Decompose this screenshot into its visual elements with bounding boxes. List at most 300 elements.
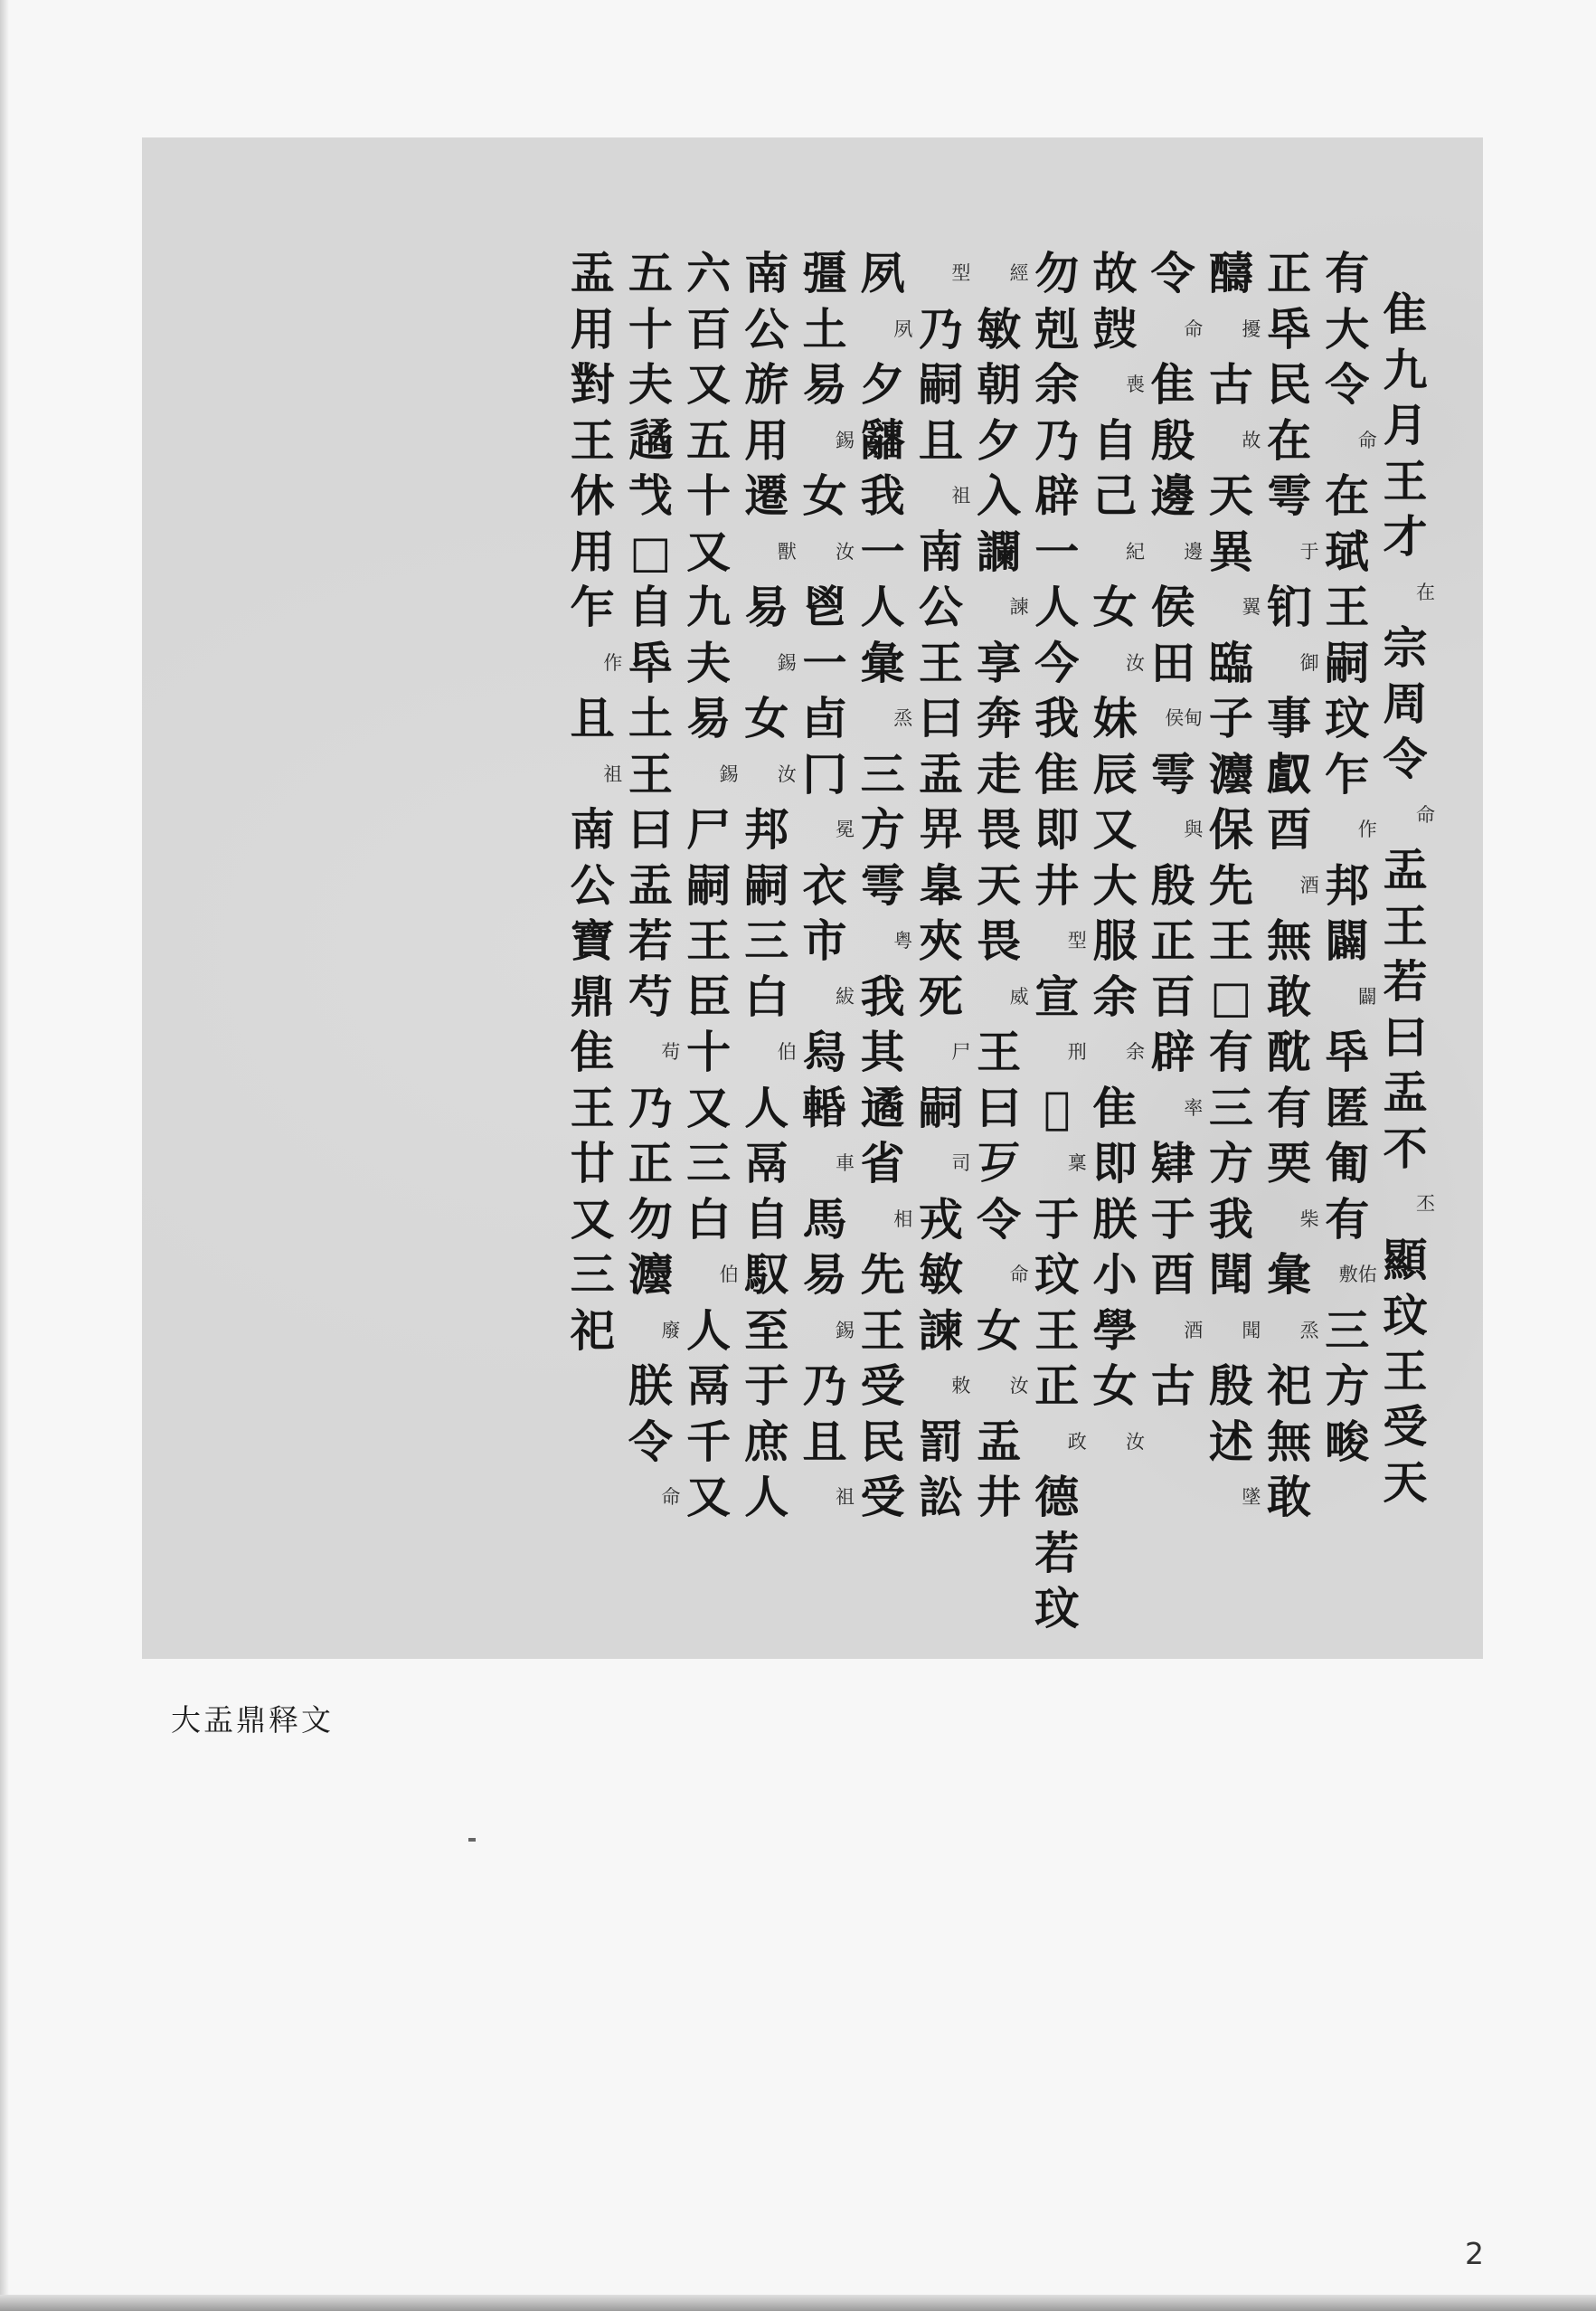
- inscription-char: 又: [686, 1081, 732, 1134]
- inscription-char: 嗣: [686, 858, 732, 912]
- inscription-char: 不: [1383, 1122, 1428, 1175]
- inscription-char: 辟: [1150, 1026, 1195, 1078]
- annotation-char: 祖: [603, 762, 623, 785]
- inscription-char: 學: [1092, 1303, 1138, 1357]
- annotation-char: 御: [1299, 651, 1319, 674]
- inscription-char: 隹: [1034, 747, 1080, 800]
- inscription-column: [966, 246, 1033, 1526]
- annotation-char: 稟: [1067, 1152, 1087, 1174]
- inscription-char: 遷: [744, 469, 789, 522]
- inscription-char: 有: [1208, 1026, 1253, 1078]
- inscription-char: 保: [1208, 803, 1253, 856]
- inscription-char: 玟: [1034, 1582, 1080, 1634]
- annotation-char: 命: [661, 1486, 681, 1508]
- annotation-char: 柴: [1299, 1208, 1319, 1230]
- annotation-char: 伯: [777, 1041, 797, 1063]
- inscription-char: 氒: [628, 636, 673, 689]
- annotation-char: 敷佑: [1338, 1264, 1377, 1285]
- inscription-column: [1256, 246, 1323, 1526]
- inscription-char: 勿: [1034, 247, 1080, 299]
- inscription-char: 芍: [628, 970, 673, 1023]
- inscription-char: 玟: [1034, 1248, 1080, 1301]
- annotation-char: 丕: [1416, 1193, 1435, 1215]
- inscription-char: 正: [1150, 914, 1195, 967]
- inscription-char: 白: [744, 970, 789, 1023]
- inscription-char: 一: [860, 525, 905, 578]
- inscription-char: 市: [802, 914, 847, 967]
- inscription-char: 𨌲: [802, 1081, 847, 1134]
- inscription-char: 敢: [1267, 970, 1312, 1023]
- inscription-char: 𪉇: [1044, 1081, 1071, 1134]
- inscription-char: 無: [1267, 1415, 1312, 1468]
- inscription-char: 旂: [744, 358, 789, 411]
- inscription-char: 聞: [1208, 1248, 1253, 1301]
- inscription-char: 人: [1034, 581, 1080, 633]
- annotation-char: 聞: [1242, 1319, 1261, 1341]
- inscription-char: 又: [686, 525, 732, 578]
- inscription-char: 大: [1092, 858, 1138, 912]
- annotation-char: 尸: [951, 1041, 971, 1063]
- annotation-char: 廢: [661, 1319, 681, 1341]
- annotation-char: 于: [1299, 540, 1319, 563]
- inscription-char: 我: [1208, 1192, 1253, 1245]
- annotation-char: 冕: [836, 819, 855, 840]
- annotation-char: 命: [1357, 429, 1377, 451]
- print-speck: [468, 1838, 476, 1842]
- inscription-char: 方: [1208, 1137, 1253, 1189]
- inscription-char: 夫: [686, 636, 732, 689]
- inscription-char: 休: [570, 469, 615, 522]
- inscription-char: 𦤎: [918, 858, 963, 912]
- inscription-char: 曰: [977, 1081, 1022, 1134]
- annotation-char: 汝: [1126, 651, 1145, 674]
- inscription-char: 王: [686, 914, 732, 967]
- inscription-char: 敏: [918, 1248, 963, 1301]
- inscription-char: 異: [1208, 525, 1253, 578]
- inscription-char: 盂: [1383, 844, 1428, 896]
- inscription-char: 嗣: [918, 358, 963, 411]
- annotation-char: 汝: [1126, 1430, 1145, 1453]
- inscription-char: 正: [1034, 1359, 1080, 1412]
- inscription-char: 匍: [1325, 1137, 1370, 1189]
- inscription-char: 井: [977, 1471, 1022, 1523]
- inscription-column: [559, 246, 626, 1359]
- inscription-column: [733, 246, 800, 1526]
- inscription-char: 寶: [570, 914, 615, 967]
- inscription-char: 王: [1383, 1344, 1428, 1397]
- inscription-char: 受: [1383, 1400, 1428, 1453]
- inscription-char: 𤕌: [860, 413, 905, 467]
- inscription-column: [675, 246, 742, 1526]
- inscription-char: 一: [1034, 525, 1080, 578]
- inscription-char: 用: [570, 302, 615, 355]
- inscription-char: 無: [1267, 914, 1312, 967]
- inscription-char: 至: [744, 1303, 789, 1357]
- annotation-char: 錫: [836, 1319, 855, 1341]
- annotation-char: 命: [1184, 317, 1204, 340]
- inscription-char: 有: [1267, 1081, 1312, 1134]
- inscription-char: 祀: [1267, 1359, 1312, 1412]
- inscription-column: [791, 246, 858, 1526]
- inscription-char: 百: [1150, 970, 1195, 1023]
- inscription-char: 盂: [628, 858, 673, 912]
- inscription-char: 隹: [1383, 288, 1428, 340]
- inscription-char: 馬: [802, 1192, 847, 1245]
- annotation-char: 邊: [1184, 540, 1204, 563]
- inscription-char: 周: [1383, 677, 1428, 730]
- inscription-char: 𠭯: [1267, 747, 1312, 800]
- inscription-char: 己: [1092, 469, 1138, 522]
- annotation-char: 烝: [893, 707, 913, 729]
- inscription-char: 乍: [1325, 747, 1370, 800]
- inscription-char: 灋: [628, 1248, 673, 1301]
- inscription-char: 有: [1325, 1192, 1370, 1245]
- inscription-char: 死: [918, 970, 963, 1023]
- inscription-char: 王: [918, 636, 963, 689]
- inscription-char: 天: [1383, 1455, 1428, 1509]
- inscription-char: 五: [686, 413, 732, 467]
- inscription-char: 人: [860, 581, 905, 633]
- inscription-char: 月: [1383, 399, 1428, 451]
- inscription-char: 女: [977, 1303, 1022, 1357]
- inscription-char: 盂: [918, 747, 963, 800]
- inscription-char: 大: [1325, 302, 1370, 355]
- inscription-char: 曰: [918, 692, 963, 744]
- inscription-char: 夾: [918, 914, 963, 967]
- annotation-char: 酒: [1184, 1319, 1204, 1341]
- annotation-char: 相: [893, 1208, 913, 1230]
- inscription-char: 三: [570, 1248, 615, 1301]
- inscription-column: [1081, 246, 1148, 1470]
- inscription-char: 且: [802, 1415, 847, 1468]
- annotation-char: 錫: [836, 429, 855, 451]
- annotation-char: 命: [1416, 803, 1435, 826]
- annotation-char: 紀: [1126, 540, 1145, 563]
- inscription-char: 對: [570, 358, 615, 411]
- inscription-char: 祀: [570, 1303, 615, 1357]
- inscription-char: 于: [1150, 1192, 1195, 1245]
- inscription-char: 王: [977, 1026, 1022, 1078]
- inscription-char: 田: [1150, 636, 1195, 689]
- inscription-char: 夫: [628, 358, 673, 411]
- inscription-char: 王: [570, 413, 615, 467]
- annotation-char: 作: [603, 651, 623, 674]
- inscription-char: 易: [686, 692, 732, 744]
- inscription-char: 灋: [1208, 747, 1253, 800]
- inscription-char: 乃: [628, 1081, 673, 1134]
- inscription-char: 省: [860, 1137, 905, 1189]
- inscription-char: 其: [860, 1026, 905, 1078]
- inscription-char: 畯: [1325, 1415, 1370, 1468]
- inscription-char: 王: [1383, 454, 1428, 507]
- inscription-char: 顯: [1383, 1233, 1428, 1286]
- inscription-char: 舄: [802, 1026, 847, 1078]
- inscription-char: 女: [802, 469, 847, 522]
- inscription-char: 公: [918, 581, 963, 633]
- inscription-char: 我: [860, 469, 905, 522]
- inscription-char: 德: [1034, 1471, 1080, 1523]
- inscription-char: 殷: [1208, 1359, 1253, 1412]
- annotation-char: 型: [1067, 930, 1087, 952]
- inscription-char: 衣: [802, 858, 847, 912]
- inscription-char: 庶: [744, 1415, 789, 1468]
- inscription-char: 馭: [744, 1248, 789, 1301]
- inscription-char: 子: [1208, 692, 1253, 744]
- inscription-char: 匿: [1325, 1081, 1370, 1134]
- annotation-char: 祖: [836, 1486, 855, 1508]
- annotation-char: 命: [1009, 1264, 1029, 1285]
- inscription-column: [617, 246, 684, 1526]
- inscription-char: 三: [686, 1137, 732, 1189]
- inscription-char: 于: [744, 1359, 789, 1412]
- inscription-char: 臣: [686, 970, 732, 1023]
- inscription-char: 用: [570, 525, 615, 578]
- inscription-char: 王: [860, 1303, 905, 1357]
- inscription-char: 乍: [570, 581, 615, 633]
- inscription-char: 南: [744, 247, 789, 299]
- annotation-char: 擾: [1242, 317, 1261, 340]
- inscription-char: 又: [686, 1471, 732, 1523]
- figure-caption: 大盂鼎释文: [171, 1702, 334, 1738]
- inscription-char: 𣦶: [977, 1137, 1022, 1189]
- inscription-char: 令: [1325, 358, 1370, 411]
- inscription-char: 宣: [1034, 970, 1080, 1023]
- inscription-char: 女: [744, 692, 789, 744]
- inscription-char: 小: [1092, 1248, 1138, 1301]
- inscription-char: 諫: [918, 1303, 963, 1357]
- inscription-char: 侯: [1150, 581, 1195, 633]
- inscription-char: 即: [1034, 803, 1080, 856]
- inscription-char: 有: [1325, 247, 1370, 299]
- page-edge-shadow: [0, 0, 9, 2311]
- inscription-char: 白: [686, 1192, 732, 1245]
- inscription-char: 南: [570, 803, 615, 856]
- inscription-column: [849, 246, 916, 1526]
- inscription-char: 醻: [1208, 247, 1253, 299]
- inscription-char: 夕: [860, 358, 905, 411]
- annotation-char: 苟: [661, 1041, 681, 1063]
- inscription-char: 嗣: [744, 858, 789, 912]
- inscription-char: 且: [918, 413, 963, 467]
- inscription-char: 九: [686, 581, 732, 633]
- inscription-char: 若: [628, 914, 673, 967]
- inscription-char: 彊: [802, 247, 847, 299]
- inscription-char: 宗: [1383, 621, 1428, 674]
- inscription-char: 九: [1383, 343, 1428, 396]
- inscription-char: 令: [1150, 247, 1195, 299]
- inscription-char: 敏: [977, 302, 1022, 355]
- inscription-char: 方: [860, 803, 905, 856]
- inscription-char: 六: [686, 247, 732, 299]
- inscription-column: [1372, 287, 1439, 1511]
- inscription-char: 在: [1325, 469, 1370, 522]
- annotation-char: 獸: [777, 540, 797, 563]
- inscription-char: 女: [1092, 581, 1138, 633]
- annotation-char: 與: [1184, 819, 1204, 840]
- inscription-char: 三: [860, 747, 905, 800]
- inscription-char: 嗣: [918, 1081, 963, 1134]
- inscription-char: 王: [570, 1081, 615, 1134]
- inscription-char: 若: [1034, 1526, 1080, 1579]
- inscription-char: 辟: [1034, 469, 1080, 522]
- inscription-char: 受: [860, 1359, 905, 1412]
- inscription-column: [1314, 246, 1381, 1470]
- inscription-char: 鬲: [744, 1137, 789, 1189]
- annotation-char: 敕: [951, 1375, 971, 1397]
- inscription-char: 隹: [570, 1026, 615, 1078]
- inscription-char: 钔: [1267, 581, 1312, 633]
- inscription-char: 入: [977, 469, 1022, 522]
- inscription-char: 邊: [1150, 469, 1195, 522]
- inscription-char: 曰: [1383, 1010, 1428, 1064]
- inscription-char: 五: [628, 247, 673, 299]
- inscription-char: 畏: [977, 914, 1022, 967]
- inscription-char: 土: [628, 692, 673, 744]
- page-number: 2: [1465, 2236, 1484, 2271]
- annotation-char: 翼: [1242, 596, 1261, 618]
- inscription-char: 余: [1034, 358, 1080, 411]
- inscription-char: 易: [802, 358, 847, 411]
- inscription-column: [1197, 246, 1264, 1526]
- inscription-char: 三: [1208, 1081, 1253, 1134]
- inscription-char: 剋: [1034, 302, 1080, 355]
- inscription-char: 鼎: [570, 970, 615, 1023]
- inscription-char: 乃: [1034, 413, 1080, 467]
- inscription-char: 于: [1034, 1192, 1080, 1245]
- inscription-char: 乃: [918, 302, 963, 355]
- inscription-char: 天: [1208, 469, 1253, 522]
- inscription-char: 廿: [570, 1137, 615, 1189]
- inscription-char: 卣: [802, 692, 847, 744]
- inscription-char: 殷: [1150, 858, 1195, 912]
- inscription-char: 正: [1267, 247, 1312, 299]
- inscription-char: 正: [628, 1137, 673, 1189]
- inscription-column: [1024, 246, 1091, 1637]
- inscription-char: □: [629, 526, 672, 578]
- inscription-char: 王: [1208, 914, 1253, 967]
- annotation-char: 粤: [893, 930, 913, 952]
- annotation-char: 型: [951, 262, 971, 284]
- inscription-char: 故: [1092, 247, 1138, 299]
- inscription-column: [1139, 246, 1206, 1415]
- inscription-char: 自: [628, 581, 673, 633]
- inscription-char: 盂: [1383, 1066, 1428, 1119]
- inscription-char: 邦: [1325, 858, 1370, 912]
- inscription-char: 即: [1092, 1137, 1138, 1189]
- annotation-char: 喪: [1126, 374, 1145, 395]
- annotation-char: 紱: [836, 985, 855, 1008]
- inscription-char: 千: [686, 1415, 732, 1468]
- inscription-char: 畏: [977, 803, 1022, 856]
- inscription-char: 事: [1267, 692, 1312, 744]
- inscription-char: 女: [1092, 1359, 1138, 1412]
- inscription-char: 𨗝: [628, 413, 673, 467]
- inscription-char: 十: [686, 1026, 732, 1078]
- inscription-char: 十: [628, 302, 673, 355]
- inscription-char: 一: [802, 636, 847, 689]
- inscription-char: 酖: [1267, 1026, 1312, 1078]
- inscription-char: 古: [1208, 358, 1253, 411]
- inscription-char: 𢌿: [918, 803, 963, 856]
- annotation-char: 闢: [1357, 985, 1377, 1008]
- inscription-char: 讕: [977, 525, 1022, 578]
- inscription-char: 隹: [1150, 358, 1195, 411]
- inscription-char: 民: [860, 1415, 905, 1468]
- inscription-char: 肄: [1150, 1137, 1195, 1189]
- inscription-char: 王: [628, 747, 673, 800]
- inscription-char: 自: [1092, 413, 1138, 467]
- inscription-char: 玟: [1325, 692, 1370, 744]
- inscription-char: 嗣: [1325, 636, 1370, 689]
- inscription-char: 服: [1092, 914, 1138, 967]
- inscription-char: 珷: [1325, 525, 1370, 578]
- inscription-char: 三: [744, 914, 789, 967]
- annotation-char: 諫: [1009, 596, 1029, 618]
- inscription-char: 又: [570, 1192, 615, 1245]
- inscription-char: 闢: [1325, 914, 1370, 967]
- inscription-char: 曰: [628, 803, 673, 856]
- inscription-char: 人: [744, 1471, 789, 1523]
- inscription-char: 王: [1383, 899, 1428, 952]
- inscription-char: 又: [1092, 803, 1138, 856]
- inscription-char: 隹: [1092, 1081, 1138, 1134]
- inscription-char: 朝: [977, 358, 1022, 411]
- annotation-char: 經: [1009, 262, 1029, 284]
- inscription-char: 雩: [1267, 469, 1312, 522]
- inscription-char: 氒: [1325, 1026, 1370, 1078]
- inscription-char: 𢑥: [860, 636, 905, 689]
- inscription-char: 罰: [918, 1415, 963, 1468]
- inscription-char: 䙲: [1267, 1137, 1312, 1189]
- inscription-char: 鬲: [686, 1359, 732, 1412]
- inscription-char: 朕: [1092, 1192, 1138, 1245]
- inscription-char: 土: [802, 302, 847, 355]
- inscription-char: 殷: [1150, 413, 1195, 467]
- inscription-char: 鬯: [802, 581, 847, 633]
- inscription-char: □: [1210, 971, 1252, 1023]
- inscription-char: 令: [628, 1415, 673, 1468]
- inscription-char: 雩: [1150, 747, 1195, 800]
- annotation-char: 汝: [1009, 1375, 1029, 1397]
- annotation-char: 故: [1242, 429, 1261, 451]
- inscription-char: 辰: [1092, 747, 1138, 800]
- inscription-char: 勿: [628, 1192, 673, 1245]
- annotation-char: 司: [951, 1152, 971, 1174]
- inscription-char: 𢑥: [1267, 1248, 1312, 1301]
- inscription-char: 我: [1034, 692, 1080, 744]
- inscription-char: 井: [1034, 858, 1080, 912]
- annotation-char: 夙: [893, 317, 913, 340]
- inscription-char: 民: [1267, 358, 1312, 411]
- annotation-char: 烝: [1299, 1319, 1319, 1341]
- inscription-char: 自: [744, 1192, 789, 1245]
- inscription-char: 盂: [977, 1415, 1022, 1468]
- inscription-char: 夕: [977, 413, 1022, 467]
- annotation-char: 刑: [1067, 1041, 1087, 1063]
- annotation-char: 汝: [777, 762, 797, 785]
- inscription-char: 先: [1208, 858, 1253, 912]
- inscription-char: 戎: [918, 1192, 963, 1245]
- inscription-char: 盂: [570, 247, 615, 299]
- inscription-char: 乃: [802, 1359, 847, 1412]
- annotation-char: 酒: [1299, 874, 1319, 896]
- inscription-char: 受: [860, 1471, 905, 1523]
- annotation-char: 政: [1067, 1430, 1087, 1453]
- inscription-char: 人: [744, 1081, 789, 1134]
- inscription-char: 奔: [977, 692, 1022, 744]
- annotation-char: 墜: [1242, 1486, 1261, 1508]
- inscription-char: 敢: [1267, 1471, 1312, 1523]
